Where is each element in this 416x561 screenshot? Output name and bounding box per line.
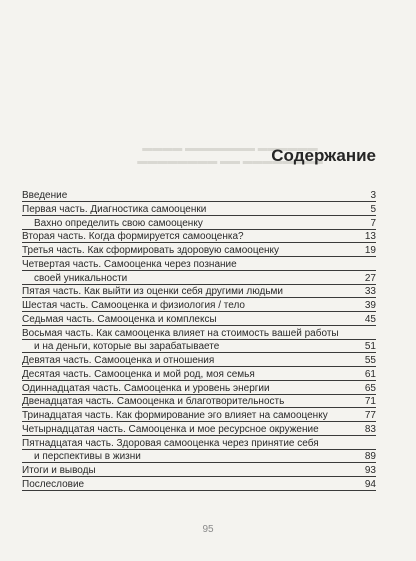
toc-entry-page: 5 — [370, 203, 376, 215]
toc-entry — [22, 383, 376, 395]
toc-entry-page: 27 — [364, 272, 376, 284]
toc-entry-title: Первая часть. Диагностика самооценки — [22, 203, 207, 215]
toc-entry-line — [22, 190, 376, 202]
toc-entry-page: 61 — [364, 368, 376, 380]
toc-entry-page: 71 — [364, 396, 376, 408]
toc-entry-line — [22, 355, 376, 367]
toc-entry-title: Пятая часть. Как выйти из оценки себя другими людьми — [22, 286, 283, 298]
bleed-through-text: ▬▬▬▬ ▬▬▬▬▬▬▬ ▬▬▬▬▬▬ ▬▬▬▬▬▬▬▬ ▬▬ ▬▬▬▬▬▬▬▬ — [137, 143, 323, 167]
toc-entry-page: 89 — [364, 451, 376, 463]
toc-entry — [22, 259, 376, 285]
toc-entry-line — [22, 245, 376, 257]
toc-entry-line — [22, 479, 376, 491]
toc-entry-title: Вахно определить свою самооценку — [34, 217, 203, 229]
toc-entry-line — [22, 328, 376, 340]
toc-entry — [22, 245, 376, 257]
toc-entry-title: своей уникальности — [34, 272, 128, 284]
toc-entry-line — [22, 410, 376, 422]
toc-entry-page: 39 — [364, 300, 376, 311]
toc-entry-title: Шестая часть. Самооценка и физиология / тело — [22, 300, 245, 311]
toc-entry — [22, 369, 376, 381]
toc-entry — [22, 190, 376, 202]
toc-entry-continuation — [22, 341, 376, 353]
page-number: 95 — [202, 524, 214, 535]
toc-entry-line — [22, 204, 376, 216]
toc-entry-page: 77 — [364, 410, 376, 421]
toc-entry-continuation — [22, 273, 376, 285]
toc-entry — [22, 479, 376, 491]
toc-entry — [22, 204, 376, 216]
toc-entry — [22, 396, 376, 408]
toc-entry-title: Четырнадцатая часть. Самооценка и мое ресурсное окружение — [22, 423, 319, 435]
toc-entry-page: 13 — [364, 231, 376, 243]
toc-entry-line — [22, 383, 376, 395]
toc-entry-title: Введение — [22, 190, 68, 201]
toc-entry-line — [22, 369, 376, 381]
toc-entry-page: 19 — [364, 245, 376, 256]
toc-entry-line — [22, 438, 376, 450]
toc-entry-title: Одиннадцатая часть. Самооценка и уровень энергии — [22, 382, 270, 394]
toc-entry — [22, 355, 376, 367]
toc-entry — [22, 465, 376, 477]
toc-entry-line — [22, 286, 376, 298]
toc-entry — [22, 231, 376, 243]
toc-entry — [22, 300, 376, 312]
toc-entry-title: Пятнадцатая часть. Здоровая самооценка через принятие себя — [22, 437, 319, 449]
toc-entry-line — [22, 218, 376, 230]
toc-entry-page: 33 — [364, 286, 376, 298]
toc-entry-line — [22, 396, 376, 408]
toc-entry-title: Девятая часть. Самооценка и отношения — [22, 355, 215, 366]
toc-entry-page: 51 — [364, 341, 376, 353]
toc-entry-page: 65 — [364, 382, 376, 394]
toc-entry-title: Вторая часть. Когда формируется самооценка? — [22, 231, 244, 243]
toc-entry-line — [22, 259, 376, 271]
toc-entry — [22, 410, 376, 422]
toc-entry-title: Тринадцатая часть. Как формирование эго влияет на самооценку — [22, 410, 328, 421]
toc-entry-title: Третья часть. Как сформировать здоровую самооценку — [22, 245, 280, 256]
toc-entry-title: и перспективы в жизни — [34, 451, 141, 463]
toc-entry-page: 94 — [364, 478, 376, 490]
table-of-contents — [22, 190, 376, 493]
toc-entry-title: Четвертая часть. Самооценка через познание — [22, 258, 237, 270]
toc-entry-title: Десятая часть. Самооценка и мой род, моя семья — [22, 368, 255, 380]
toc-entry — [22, 438, 376, 464]
toc-entry-page: 83 — [364, 423, 376, 435]
toc-entry-title: Послесловие — [22, 478, 85, 490]
page-title: Содержание — [271, 146, 376, 165]
toc-entry-title: Восьмая часть. Как самооценка влияет на стоимость вашей работы — [22, 327, 339, 339]
toc-entry — [22, 424, 376, 436]
toc-entry-page: 93 — [364, 465, 376, 476]
toc-entry — [22, 286, 376, 298]
toc-entry — [22, 314, 376, 326]
toc-entry-line — [22, 424, 376, 436]
toc-entry-title: Двенадцатая часть. Самооценка и благотворительность — [22, 396, 285, 408]
toc-entry-line — [22, 465, 376, 477]
toc-entry-title: Седьмая часть. Самооценка и комплексы — [22, 313, 217, 325]
toc-entry-line — [22, 314, 376, 326]
toc-entry-page: 7 — [370, 217, 376, 229]
toc-entry-title: Итоги и выводы — [22, 465, 96, 476]
toc-entry-title: и на деньги, которые вы зарабатываете — [34, 341, 220, 353]
toc-entry-line — [22, 231, 376, 243]
toc-entry — [22, 328, 376, 354]
toc-entry-page: 3 — [370, 190, 376, 201]
toc-entry-page: 55 — [364, 355, 376, 366]
toc-entry-page: 45 — [364, 313, 376, 325]
toc-entry-line — [22, 300, 376, 312]
toc-entry-continuation — [22, 451, 376, 463]
toc-entry — [22, 218, 376, 230]
